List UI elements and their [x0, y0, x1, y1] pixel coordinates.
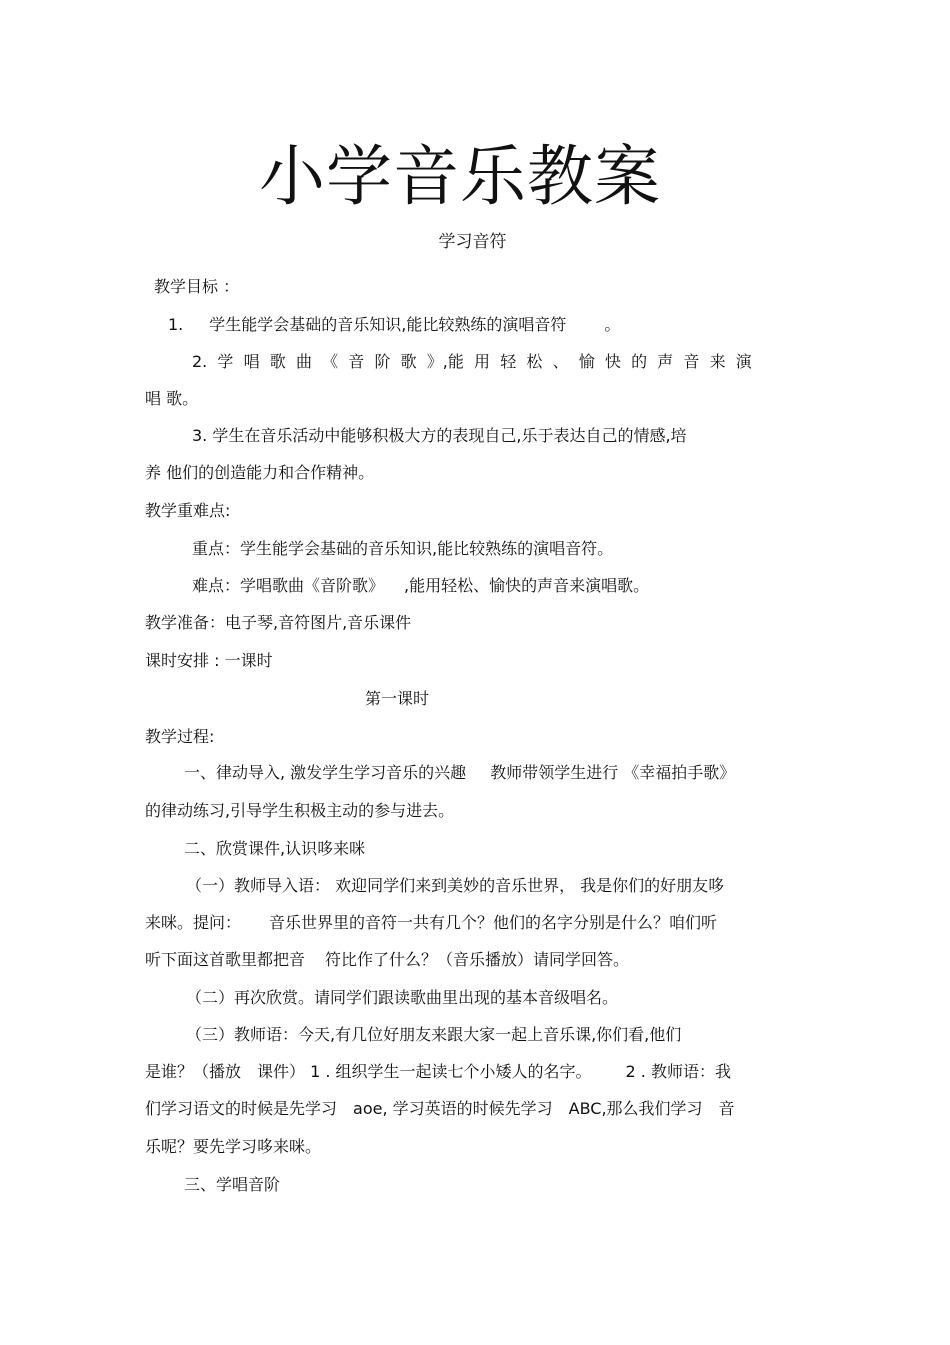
period-heading: 第一课时	[365, 689, 430, 708]
objective-2-char: 曲	[295, 352, 312, 371]
step-2-1-line-2	[145, 912, 717, 934]
step-2-3-line-2	[145, 1061, 731, 1083]
step-2-1-line-2-part-b: 音乐世界里的音符一共有几个？他们的名字分别是什么？咱们听	[269, 913, 718, 932]
keypoint: 重点：学生能学会基础的音乐知识,能比较熟练的演唱音符。	[192, 539, 614, 558]
step-1	[184, 762, 735, 784]
step-2-3-line-2-part-b: 2 . 教师语：我	[625, 1062, 731, 1081]
objective-2-char: 的	[631, 352, 648, 371]
objective-2-char: 》,能	[426, 352, 464, 371]
objective-2-char: 快	[604, 352, 621, 371]
preparation: 教学准备：电子琴,音符图片,音乐课件	[145, 613, 412, 632]
step-2-1-line-3-part-b: 符比作了什么？（音乐播放）请同学回答。	[325, 950, 630, 969]
step-2-1-line-3	[145, 949, 629, 971]
objective-3-line-1: 3. 学生在音乐活动中能够积极大方的表现自己,乐于表达自己的情感,培	[192, 426, 687, 445]
objective-2-char: 、	[552, 352, 569, 371]
objective-1-number: 1.	[168, 315, 184, 334]
step-2-3-line-1: （三）教师语：今天,有几位好朋友来跟大家一起上音乐课,你们看,他们	[186, 1025, 682, 1044]
objective-3-line-2: 养 他们的创造能力和合作精神。	[145, 463, 375, 482]
step-2-2: （二）再次欣赏。请同学们跟读歌曲里出现的基本音级唱名。	[186, 988, 619, 1007]
objective-2-char: 声	[657, 352, 674, 371]
difficulty-part-b: ,能用轻松、愉快的声音来演唱歌。	[404, 576, 650, 595]
objective-2-char: 松	[526, 352, 543, 371]
objectives-heading: 教学目标 ：	[154, 277, 240, 296]
step-1-part-a: 一、律动导入, 激发学生学习音乐的兴趣	[184, 763, 467, 782]
objective-2	[192, 351, 752, 373]
step-2-1-line-1: （一）教师导入语： 欢迎同学们来到美妙的音乐世界， 我是你们的好朋友哆	[186, 876, 725, 895]
process-heading: 教学过程:	[145, 727, 215, 746]
objective-2-char: 演	[735, 352, 752, 371]
step-2-3-line-3-part-c: ABC,那么我们学习	[568, 1099, 703, 1118]
step-2-3-line-3	[145, 1098, 735, 1120]
document-subtitle: 学习音符	[438, 232, 507, 252]
step-1-continued: 的律动练习,引导学生积极主动的参与进去。	[145, 801, 455, 820]
objective-2-char: 来	[709, 352, 726, 371]
step-2-1-line-3-part-a: 听下面这首歌里都把音	[145, 950, 306, 969]
step-2-3-line-3-part-a: 们学习语文的时候是先学习	[145, 1099, 338, 1118]
objective-1-text: 学生能学会基础的音乐知识,能比较熟练的演唱音符	[209, 315, 567, 334]
objective-2-continued: 唱 歌。	[145, 389, 199, 408]
difficulty-part-a: 难点：学唱歌曲《音阶歌》	[192, 576, 385, 595]
objective-2-char: 《	[322, 352, 339, 371]
objective-2-char: 音	[348, 352, 365, 371]
difficulty	[192, 575, 649, 597]
document-title: 小学音乐教案	[259, 138, 661, 215]
step-2-3-line-3-part-d: 音	[718, 1099, 735, 1118]
objective-1	[168, 314, 620, 336]
objective-1-end: 。	[604, 315, 621, 334]
schedule: 课时安排 : 一课时	[145, 651, 273, 670]
objective-2-char: 歌	[400, 352, 417, 371]
keypoints-heading: 教学重难点:	[145, 501, 231, 520]
objective-2-char: 愉	[578, 352, 595, 371]
objective-2-char: 唱	[243, 352, 260, 371]
step-3: 三、学唱音阶	[184, 1175, 281, 1194]
objective-2-char: 轻	[500, 352, 517, 371]
objective-2-char: 音	[683, 352, 700, 371]
objective-2-char: 学	[217, 352, 234, 371]
step-2-3-line-3-part-b: aoe, 学习英语的时候先学习	[353, 1099, 553, 1118]
step-2-1-line-2-part-a: 来咪。提问：	[145, 913, 242, 932]
step-2-3-line-2-part-a: 是谁？（播放 课件） 1 . 组织学生一起读七个小矮人的名字。	[145, 1062, 592, 1081]
step-1-part-b: 教师带领学生进行 《幸福拍手歌》	[490, 763, 736, 782]
objective-2-char: 用	[474, 352, 491, 371]
step-2: 二、欣赏课件,认识哆来咪	[184, 839, 366, 858]
objective-2-number: 2.	[192, 352, 208, 371]
step-2-3-line-4: 乐呢？要先学习哆来咪。	[145, 1137, 322, 1156]
objective-2-char: 歌	[269, 352, 286, 371]
objective-2-char: 阶	[374, 352, 391, 371]
